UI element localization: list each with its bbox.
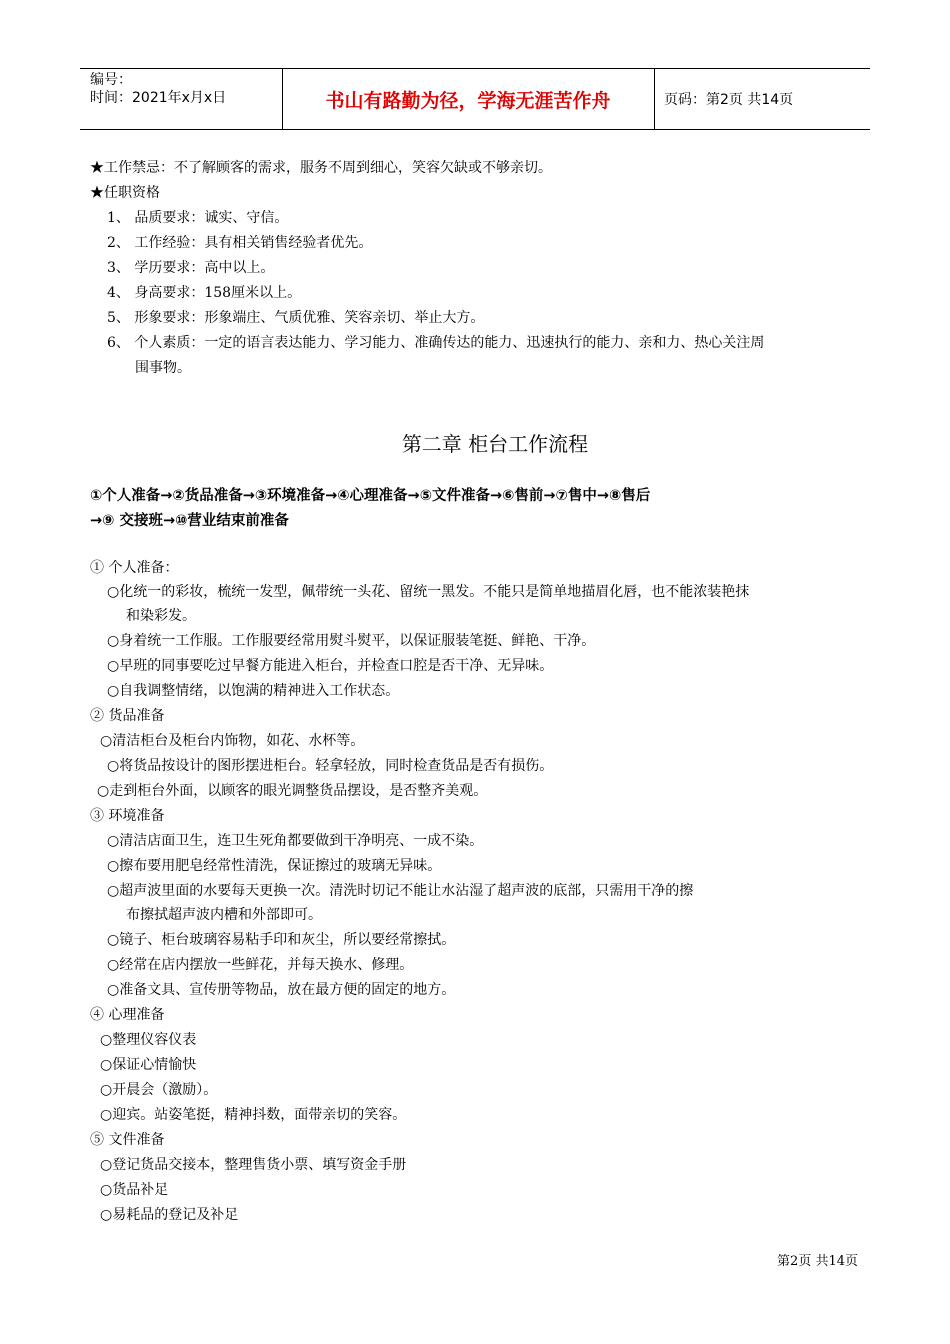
qualification-item: 4、 身高要求：158厘米以上。	[107, 285, 302, 301]
list-item: ○身着统一工作服。工作服要经常用熨斗熨平，以保证服装笔挺、鲜艳、干净。	[107, 633, 596, 649]
doc-code-label: 编号：	[90, 72, 132, 88]
header-meta	[90, 71, 226, 107]
page-header	[80, 68, 870, 130]
list-item: ○清洁店面卫生，连卫生死角都要做到干净明亮、一成不染。	[107, 833, 484, 849]
header-motto: 书山有路勤为径，学海无涯苦作舟	[325, 90, 611, 112]
qualification-item: 3、 学历要求：高中以上。	[107, 260, 275, 276]
list-item: ○镜子、柜台玻璃容易粘手印和灰尘，所以要经常擦拭。	[107, 932, 456, 948]
workflow-line: →⑨ 交接班→⑩营业结束前准备	[90, 513, 289, 529]
list-item: ○易耗品的登记及补足	[100, 1207, 239, 1223]
qualification-item: 2、 工作经验：具有相关销售经验者优先。	[107, 235, 373, 251]
list-item-continued: 和染彩发。	[126, 608, 196, 624]
list-item: ○经常在店内摆放一些鲜花，并每天换水、修理。	[107, 957, 414, 973]
list-item: ○清洁柜台及柜台内饰物，如花、水杯等。	[100, 733, 365, 749]
list-item: ○化统一的彩妆，梳统一发型，佩带统一头花、留统一黑发。不能只是简单地描眉化唇，也不能浓装艳抹	[107, 584, 750, 600]
qualification-item: 6、 个人素质：一定的语言表达能力、学习能力、准确传达的能力、迅速执行的能力、亲和力、热心关注周	[107, 335, 765, 351]
list-item: ○超声波里面的水要每天更换一次。清洗时切记不能让水沾湿了超声波的底部，只需用干净的擦	[107, 883, 694, 899]
section-title-personal: ① 个人准备：	[90, 560, 179, 576]
doc-date: 时间：2021年x月x日	[90, 90, 227, 106]
header-page-number: 页码：第2页 共14页	[664, 92, 794, 108]
list-item: ○登记货品交接本，整理售货小票、填写资金手册	[100, 1157, 407, 1173]
qualification-item: 1、 品质要求：诚实、守信。	[107, 210, 289, 226]
list-item: ○整理仪容仪表	[100, 1032, 197, 1048]
list-item: ○走到柜台外面，以顾客的眼光调整货品摆设，是否整齐美观。	[97, 783, 488, 799]
list-item: ○自我调整情绪，以饱满的精神进入工作状态。	[107, 683, 400, 699]
chapter-title: 第二章 柜台工作流程	[401, 432, 589, 456]
qualifications-title: ★任职资格	[90, 185, 160, 201]
work-taboo: ★工作禁忌：不了解顾客的需求，服务不周到细心，笑容欠缺或不够亲切。	[90, 160, 552, 176]
list-item: ○擦布要用肥皂经常性清洗，保证擦过的玻璃无异味。	[107, 858, 442, 874]
list-item: ○保证心情愉快	[100, 1057, 197, 1073]
list-item: ○货品补足	[100, 1182, 169, 1198]
list-item: ○迎宾。站姿笔挺，精神抖数，面带亲切的笑容。	[100, 1107, 407, 1123]
qualification-item: 5、 形象要求：形象端庄、气质优雅、笑容亲切、举止大方。	[107, 310, 485, 326]
header-divider	[654, 69, 655, 129]
list-item: ○将货品按设计的图形摆进柜台。轻拿轻放，同时检查货品是否有损伤。	[107, 758, 554, 774]
section-title-goods: ② 货品准备	[90, 708, 165, 724]
workflow-line: ①个人准备→②货品准备→③环境准备→④心理准备→⑤文件准备→⑥售前→⑦售中→⑧售后	[90, 488, 651, 504]
section-title-mental: ④ 心理准备	[90, 1007, 165, 1023]
list-item: ○开晨会（激励）。	[100, 1082, 218, 1098]
section-title-environment: ③ 环境准备	[90, 808, 165, 824]
section-title-documents: ⑤ 文件准备	[90, 1132, 165, 1148]
qualification-item-continued: 围事物。	[135, 360, 191, 376]
list-item: ○准备文具、宣传册等物品，放在最方便的固定的地方。	[107, 982, 456, 998]
footer-page-number: 第2页 共14页	[777, 1254, 858, 1269]
list-item: ○早班的同事要吃过早餐方能进入柜台，并检查口腔是否干净、无异味。	[107, 658, 554, 674]
list-item-continued: 布擦拭超声波内槽和外部即可。	[126, 907, 322, 923]
